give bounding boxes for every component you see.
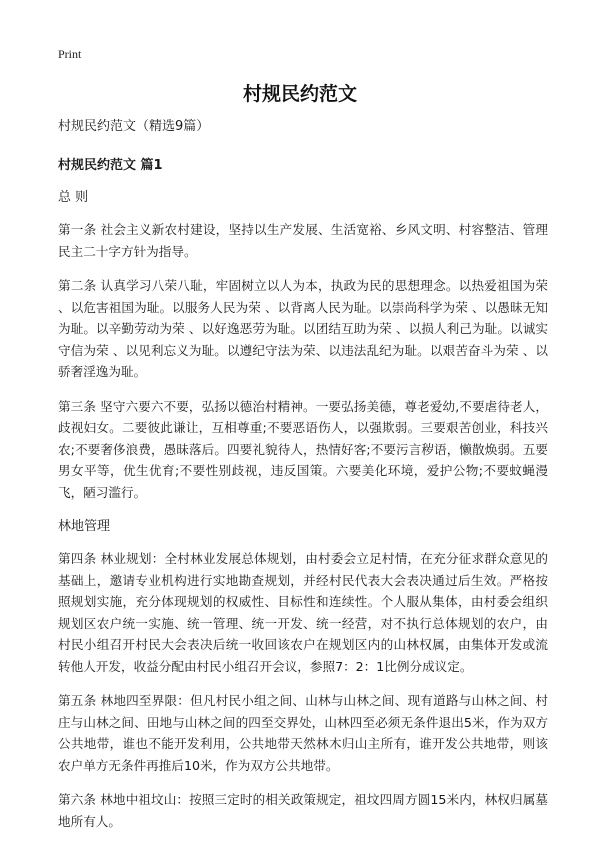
article-4: 第四条 林业规划：全村林业发展总体规划，由村委会立足村情，在充分征求群众意见的基础上，邀请专业机构进行实地勘查规划，并经村民代表大会表决通过后生效。严格按照规划实施，充分体现规划的权威性、目标性和连续性。个人服从集体，由村委会组织规划区农户统一实施、统一管理、统一开发、统一经营，对不执行总体规划的农户，由村民小组召开村民大会表决后统一收回该农户在规划区内的山林权属，由集体开发或流转他人开发，收益分配由村民小组召开会议，参照7：2：1比例分成议定。: [58, 551, 548, 674]
section-heading: 村规民约范文 篇1: [58, 158, 163, 173]
general-label: 总 则: [58, 190, 89, 205]
document-body: [58, 116, 548, 845]
article-2: 第二条 认真学习八荣八耻，牢固树立以人为本，执政为民的思想理念。以热爱祖国为荣 、以危害祖国为耻。以服务人民为荣 、以背离人民为耻。以崇尚科学为荣 、以愚昧无知为耻。以辛勤劳动为荣 、以好逸恶劳为耻。以团结互助为荣 、以损人利己为耻。以诚实守信为荣 、以见利忘义为耻。以遵纪守法为荣、以违法乱纪为耻。以艰苦奋斗为荣 、以骄奢淫逸为耻。: [58, 278, 548, 379]
article-5: 第五条 林地四至界限：但凡村民小组之间、山林与山林之间、现有道路与山林之间、村庄与山林之间、田地与山林之间的四至交界处，山林四至必须无条件退出5米，作为双方公共地带，谁也不能开发利用，公共地带天然林木归山主所有，谁开发公共地带，则该农户单方无条件再推后10米，作为双方公共地带。: [58, 693, 548, 773]
forestry-label: 林地管理: [58, 519, 111, 534]
article-3: 第三条 坚守六要六不要，弘扬以德治村精神。一要弘扬美德，尊老爱幼,不要虐待老人，歧视妇女。二要彼此谦让，互相尊重;不要恶语伤人，以强欺弱。三要艰苦创业，科技兴农;不要奢侈浪费，愚昧落后。四要礼貌待人，热情好客;不要污言秽语，懒散焕弱。五要男女平等，优生优育;不要性别歧视，违反国策。六要美化环境，爱护公物;不要蚊蝇漫飞，陋习滥行。: [58, 398, 548, 500]
article-1: 第一条 社会主义新农村建设，坚持以生产发展、生活宽裕、乡风文明、村容整洁、管理民主二十字方针为指导。: [58, 222, 548, 259]
document-subtitle: 村规民约范文（精选9篇）: [58, 119, 210, 134]
document-title: 村规民约范文: [242, 83, 357, 105]
print-link[interactable]: Print: [58, 47, 82, 61]
article-6: 第六条 林地中祖坟山：按照三定时的相关政策规定，祖坟四周方圆15米内，林权归属墓地所有人。: [58, 792, 548, 829]
